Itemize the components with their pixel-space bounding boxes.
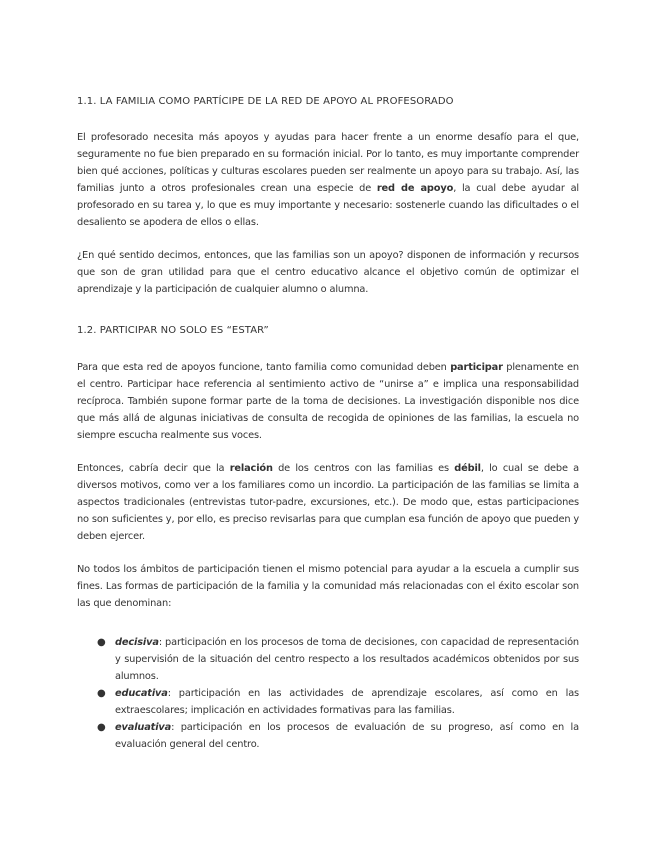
text-run: El profesorado necesita más apoyos y ayudas para hacer frente a un enorme desafío para el que, seguramente no fue bien preparado en su formación inicial. Por lo tanto, es muy importante comprender bien qué acciones, políticas y culturas escolares pueden ser realmente un apoyo para su trabajo. Así, las familias junto a otros profesionales crean una especie de (77, 132, 579, 194)
text-run: , lo cual se debe a diversos motivos, como ver a los familiares como un incordio. La participación de las familias se limita a aspectos tradicionales (entrevistas tutor-padre, excursiones, etc.). De modo que, estas participaciones no son suficientes y, por ello, es preciso revisarlas para que cumplan esa función de apoyo que pueden y deben ejercer. (77, 463, 579, 542)
list-text: : participación en las actividades de aprendizaje escolares, así como en las extraescolares; implicación en actividades formativas para las familias. (115, 688, 579, 716)
list-item (77, 685, 579, 719)
text-run: Para que esta red de apoyos funcione, tanto familia como comunidad deben (77, 362, 451, 373)
list-term: educativa (115, 688, 168, 699)
list-term: evaluativa (115, 722, 172, 733)
section-1-paragraph-1 (77, 129, 579, 231)
text-run: , la cual debe ayudar al profesorado en su tarea y, lo que es muy importante y necesario: sostenerle cuando las dificultades o el desaliento se apodera de ellos o ellas. (77, 183, 580, 228)
section-2-paragraph-3: No todos los ámbitos de participación tienen el mismo potencial para ayudar a la escuela a cumplir sus fines. Las formas de participación de la familia y la comunidad más relacionadas con el éxito escolar son las que denominan: (77, 564, 579, 609)
document-page (77, 95, 579, 753)
section-2-paragraph-1 (77, 359, 579, 444)
text-run: Entonces, cabría decir que la (77, 463, 230, 474)
list-text: : participación en los procesos de toma de decisiones, con capacidad de representación y supervisión de la situación del centro respecto a los resultados académicos obtenidos por sus alumnos. (115, 637, 579, 682)
section-2-heading: 1.2. PARTICIPAR NO SOLO ES “ESTAR” (77, 325, 269, 336)
participation-list (77, 634, 579, 753)
bullet-icon: ● (97, 637, 106, 648)
bold-text: red de apoyo (376, 183, 454, 194)
bold-text: participar (450, 362, 503, 373)
section-2-paragraph-2 (77, 460, 579, 545)
bold-text: relación (229, 463, 273, 474)
list-term: decisiva (115, 637, 159, 648)
bold-text: débil (454, 463, 481, 474)
list-item (77, 719, 579, 753)
text-run: plenamente en el centro. Participar hace referencia al sentimiento activo de “unirse a” e implica una responsabilidad recíproca. También supone formar parte de la toma de decisiones. La investigación disponible nos dice que más allá de algunas iniciativas de consulta de recogida de opiniones de las familias, la escuela no siempre escucha realmente sus voces. (77, 362, 579, 441)
list-text: : participación en los procesos de evaluación de su progreso, así como en la evaluación general del centro. (115, 722, 579, 750)
text-run: de los centros con las familias es (272, 463, 455, 474)
bullet-icon: ● (97, 722, 106, 733)
section-1-heading: 1.1. LA FAMILIA COMO PARTÍCIPE DE LA RED DE APOYO AL PROFESORADO (77, 96, 454, 107)
bullet-icon: ● (97, 688, 106, 699)
list-item (77, 634, 579, 685)
section-1-paragraph-2: ¿En qué sentido decimos, entonces, que las familias son un apoyo? disponen de información y recursos que son de gran utilidad para que el centro educativo alcance el objetivo común de optimizar el aprendizaje y la participación de cualquier alumno o alumna. (77, 250, 579, 295)
